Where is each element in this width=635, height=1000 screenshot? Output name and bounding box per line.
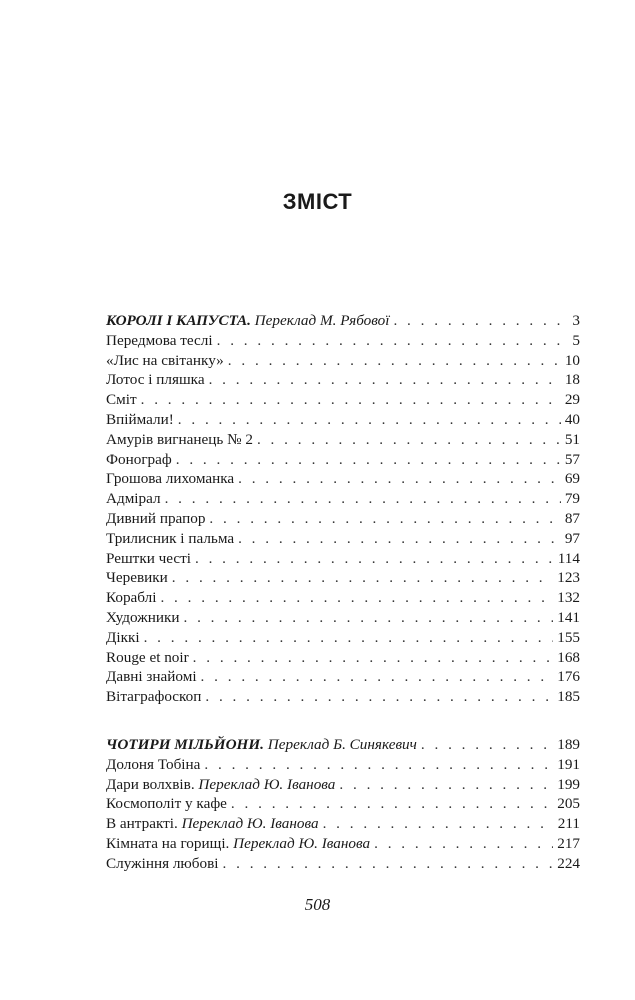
- toc-entry: [106, 469, 580, 489]
- toc-page-number: 57: [564, 450, 580, 468]
- toc-page-number: 51: [564, 430, 580, 448]
- toc-entry-title: [106, 410, 174, 430]
- toc-page-number: 87: [564, 509, 580, 527]
- toc-entry: [106, 775, 580, 795]
- story-title: Долоня Тобіна: [106, 755, 201, 773]
- dot-leader: [421, 735, 553, 755]
- dot-leader: [144, 628, 554, 648]
- section-title: КОРОЛІ І КАПУСТА.: [106, 312, 251, 329]
- story-title: Кімната на горищі.: [106, 834, 230, 852]
- toc-entry: [106, 854, 580, 874]
- translator-credit: Переклад Ю. Іванова: [181, 815, 319, 833]
- toc-entry-title: [106, 854, 219, 874]
- toc-entry: [106, 568, 580, 588]
- dot-leader: [209, 370, 561, 390]
- dot-leader: [217, 331, 569, 351]
- toc-entry: [106, 628, 580, 648]
- story-title: Впіймали!: [106, 410, 174, 428]
- dot-leader: [193, 648, 554, 668]
- toc-entry-title: [106, 469, 234, 489]
- toc-entry: [106, 667, 580, 687]
- toc-entry-title: [106, 667, 197, 687]
- story-title: Вітаграфоскоп: [106, 688, 202, 706]
- dot-leader: [195, 549, 554, 569]
- dot-leader: [160, 588, 553, 608]
- toc-entry: [106, 687, 580, 707]
- toc-page-number: 141: [557, 608, 580, 626]
- dot-leader: [323, 814, 554, 834]
- story-title: Грошова лихоманка: [106, 470, 235, 488]
- toc-entry-title: [106, 331, 213, 351]
- story-title: «Лис на світанку»: [106, 351, 224, 369]
- dot-leader: [201, 667, 554, 687]
- toc-page-number: 3: [572, 312, 580, 329]
- toc-entry-title: [106, 370, 205, 390]
- dot-leader: [238, 529, 561, 549]
- story-title: Лотос і пляшка: [106, 371, 205, 389]
- story-title: Художники: [106, 608, 180, 626]
- toc-entry-title: [106, 311, 389, 331]
- toc-entry: [106, 331, 580, 351]
- story-title: Сміт: [106, 391, 137, 409]
- toc-entry-title: [106, 834, 370, 854]
- story-title: Фонограф: [106, 450, 172, 468]
- toc-entry: [106, 351, 580, 371]
- toc-section-four-million: [106, 735, 580, 874]
- toc-entry: [106, 755, 580, 775]
- story-title: Амурів вигнанець № 2: [106, 430, 253, 448]
- toc-page-number: 79: [564, 490, 580, 508]
- story-title: Адмірал: [106, 490, 161, 508]
- toc-entry-title: [106, 351, 224, 371]
- toc-entry-title: [106, 794, 227, 814]
- toc-entry: [106, 588, 580, 608]
- toc-entry-title: [106, 814, 319, 834]
- dot-leader: [141, 390, 561, 410]
- toc-entry-title: [106, 529, 234, 549]
- toc-entry: [106, 814, 580, 834]
- toc-entry-title: [106, 509, 205, 529]
- toc-page-number: 191: [557, 755, 580, 773]
- toc-entry: [106, 410, 580, 430]
- toc-page-number: 29: [564, 391, 580, 409]
- dot-leader: [393, 311, 568, 331]
- dot-leader: [165, 489, 561, 509]
- translator-credit: Переклад Б. Синякевич: [267, 736, 417, 753]
- toc-entry: [106, 509, 580, 529]
- story-title: Космополіт у кафе: [106, 795, 227, 813]
- toc-entry-title: [106, 608, 179, 628]
- toc-entry-title: [106, 628, 140, 648]
- toc-section-heading: [106, 735, 580, 755]
- toc-entry: [106, 834, 580, 854]
- toc-entry-title: [106, 735, 417, 755]
- toc-page-number: 123: [557, 569, 580, 587]
- toc-page-number: 18: [564, 371, 580, 389]
- dot-leader: [228, 351, 561, 371]
- toc-entry: [106, 430, 580, 450]
- toc-entry-title: [106, 430, 253, 450]
- toc-page-number: 211: [557, 815, 580, 833]
- translator-credit: Переклад Ю. Іванова: [198, 775, 336, 793]
- dot-leader: [374, 834, 553, 854]
- toc-page-number: 185: [557, 688, 580, 706]
- dot-leader: [178, 410, 561, 430]
- page-number: 508: [304, 895, 331, 914]
- toc-entry: [106, 529, 580, 549]
- dot-leader: [172, 568, 553, 588]
- toc-entry-title: [106, 568, 168, 588]
- story-title: Служіння любові: [106, 854, 219, 872]
- toc-page-number: 224: [557, 854, 580, 872]
- toc-entry: [106, 390, 580, 410]
- story-title: Дари волхвів.: [106, 775, 195, 793]
- toc-entry: [106, 794, 580, 814]
- toc-page-number: 205: [557, 795, 580, 813]
- dot-leader: [205, 687, 553, 707]
- toc-entry-title: [106, 687, 201, 707]
- dot-leader: [183, 608, 553, 628]
- toc-page-number: 132: [557, 589, 580, 607]
- dot-leader: [176, 450, 561, 470]
- toc-page-number: 168: [557, 648, 580, 666]
- story-title: Rouge et noir: [106, 648, 189, 666]
- toc-entry-title: [106, 648, 189, 668]
- story-title: Давні знайомі: [106, 668, 197, 686]
- dot-leader: [204, 755, 553, 775]
- toc-entry-title: [106, 755, 200, 775]
- toc-entry-title: [106, 549, 191, 569]
- toc-page-number: 40: [564, 410, 580, 428]
- toc-page-number: 114: [557, 549, 580, 567]
- story-title: Рештки честі: [106, 549, 191, 567]
- toc-entry: [106, 370, 580, 390]
- dot-leader: [339, 775, 553, 795]
- toc-entry: [106, 450, 580, 470]
- dot-leader: [257, 430, 561, 450]
- story-title: Дивний прапор: [106, 509, 206, 527]
- dot-leader: [209, 509, 560, 529]
- toc-page-number: 217: [557, 834, 580, 852]
- toc-page-number: 10: [564, 351, 580, 369]
- toc-entry-title: [106, 390, 137, 410]
- toc-section-kings-and-cabbages: [106, 311, 580, 707]
- toc-entry: [106, 648, 580, 668]
- story-title: Передмова теслі: [106, 331, 213, 349]
- translator-credit: Переклад Ю. Іванова: [233, 834, 371, 852]
- dot-leader: [223, 854, 554, 874]
- toc-entry-title: [106, 489, 161, 509]
- toc-entry-title: [106, 450, 172, 470]
- story-title: Трилисник і пальма: [106, 529, 235, 547]
- toc-entry: [106, 489, 580, 509]
- story-title: Діккі: [106, 628, 140, 646]
- dot-leader: [238, 469, 561, 489]
- story-title: Кораблі: [106, 589, 157, 607]
- toc-entry-title: [106, 775, 335, 795]
- story-title: В антракті.: [106, 815, 178, 833]
- toc-page-number: 97: [564, 529, 580, 547]
- toc-entry: [106, 608, 580, 628]
- toc-page-number: 69: [564, 470, 580, 488]
- toc-section-heading: [106, 311, 580, 331]
- toc-entry-title: [106, 588, 156, 608]
- toc-page-number: 189: [557, 736, 580, 753]
- toc-entry: [106, 549, 580, 569]
- story-title: Черевики: [106, 569, 168, 587]
- toc-page-number: 199: [557, 775, 580, 793]
- translator-credit: Переклад М. Рябової: [254, 312, 390, 329]
- section-title: ЧОТИРИ МІЛЬЙОНИ.: [106, 736, 264, 753]
- toc-page-number: 176: [557, 668, 580, 686]
- toc-page-number: 5: [572, 331, 580, 349]
- dot-leader: [231, 794, 553, 814]
- page-title: ЗМІСТ: [282, 189, 353, 214]
- toc-page-number: 155: [557, 628, 580, 646]
